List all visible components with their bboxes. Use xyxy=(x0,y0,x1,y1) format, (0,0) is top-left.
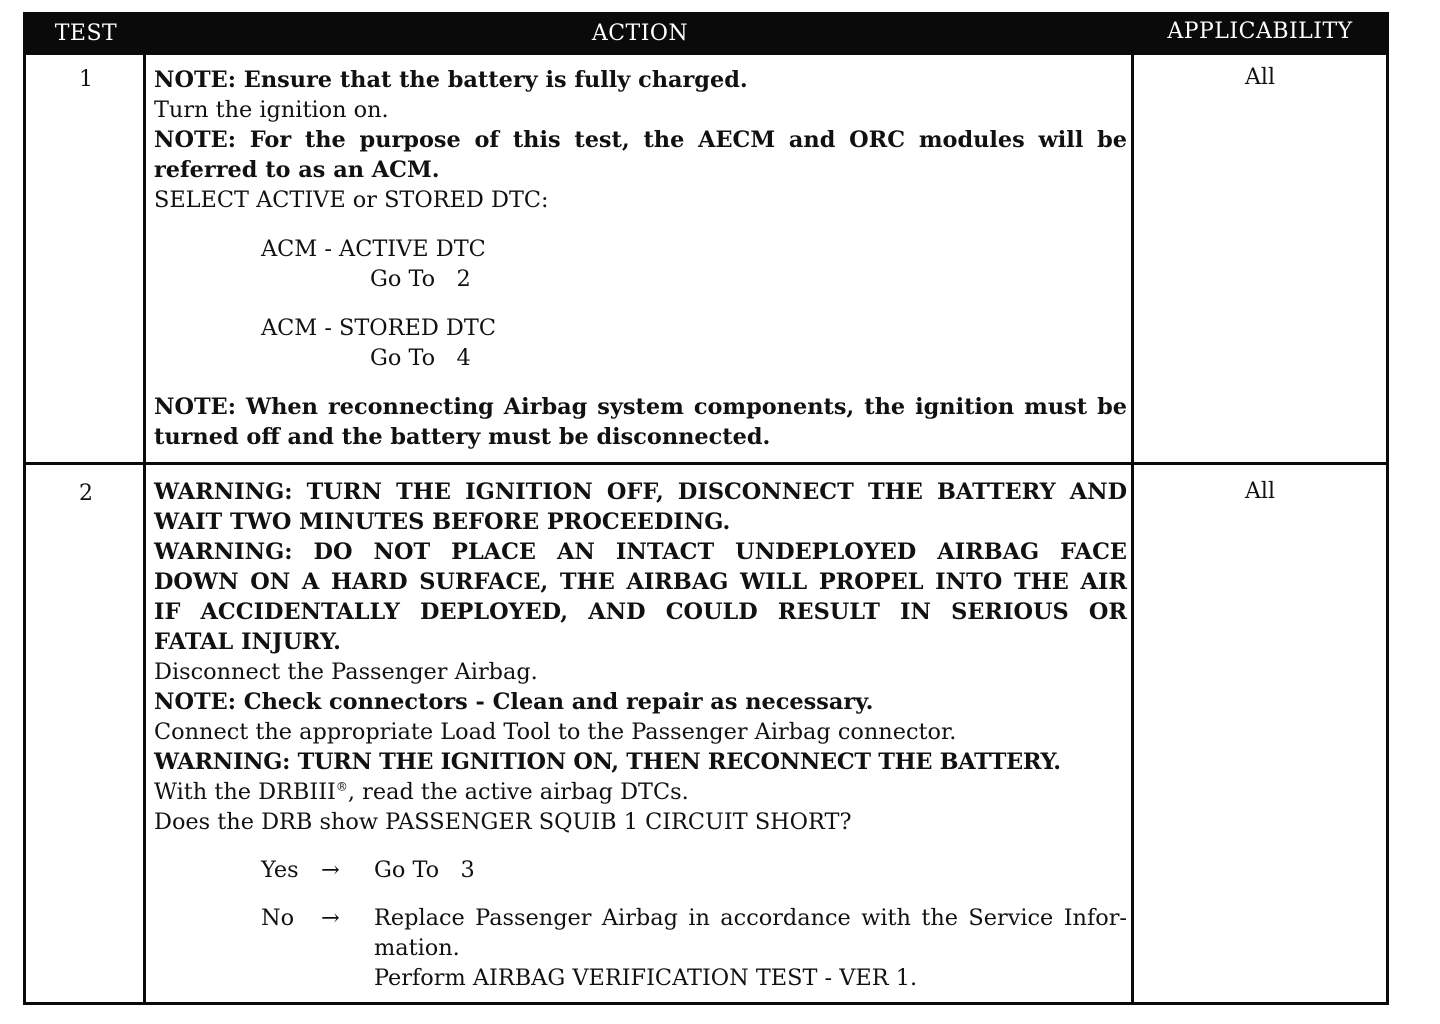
note-text: NOTE: Ensure that the battery is fully charged. xyxy=(154,67,748,93)
question-text: Does the DRB show PASSENGER SQUIB 1 CIRCUIT SHORT? xyxy=(154,809,852,835)
note-line: referred to as an ACM. xyxy=(154,157,440,183)
warning-text xyxy=(154,537,1127,657)
action-cell xyxy=(154,65,1127,452)
applicability-value: All xyxy=(1245,479,1275,504)
registered-mark: ® xyxy=(335,779,348,794)
answer-label: Yes xyxy=(261,857,299,883)
test-number: 1 xyxy=(79,67,93,92)
option-goto[interactable]: Go To 4 xyxy=(370,345,471,371)
answer-target[interactable]: Go To 3 xyxy=(374,857,475,883)
answer-label: No xyxy=(261,905,295,931)
note-text: NOTE: Check connectors - Clean and repair as necessary. xyxy=(154,689,874,715)
warning-line: WAIT TWO MINUTES BEFORE PROCEEDING. xyxy=(154,509,731,535)
action-cell xyxy=(154,477,1127,993)
header-test: TEST xyxy=(54,21,118,46)
warning-line: FATAL INJURY. xyxy=(154,629,341,655)
answer-yes[interactable] xyxy=(154,855,1127,885)
step-text: Disconnect the Passenger Airbag. xyxy=(154,659,538,685)
table-row xyxy=(26,55,1386,462)
warning-text: WARNING: TURN THE IGNITION ON, THEN RECONNECT THE BATTERY. xyxy=(154,749,1061,775)
note-line: NOTE: For the purpose of this test, the AECM and ORC modules will be xyxy=(154,127,1127,153)
warning-line: IF ACCIDENTALLY DEPLOYED, AND COULD RESULT IN SERIOUS OR xyxy=(154,599,1127,625)
step-text-prefix: With the DRBIII xyxy=(154,779,336,805)
table-header xyxy=(26,15,1386,55)
warning-line: WARNING: TURN THE IGNITION OFF, DISCONNECT THE BATTERY AND xyxy=(154,479,1127,505)
warning-text xyxy=(154,477,1127,537)
arrow-right-icon: → xyxy=(321,857,340,883)
header-action: ACTION xyxy=(591,21,689,46)
test-number: 2 xyxy=(79,481,93,506)
table-row xyxy=(26,465,1386,1005)
warning-line: DOWN ON A HARD SURFACE, THE AIRBAG WILL PROPEL INTO THE AIR xyxy=(154,569,1127,595)
warning-line: WARNING: DO NOT PLACE AN INTACT UNDEPLOYED AIRBAG FACE xyxy=(154,539,1127,565)
step-text: Turn the ignition on. xyxy=(154,97,389,123)
answer-target: Replace Passenger Airbag in accordance with the Service Infor- xyxy=(374,905,1127,931)
applicability-value: All xyxy=(1245,65,1275,90)
step-text: Connect the appropriate Load Tool to the Passenger Airbag connector. xyxy=(154,719,957,745)
note-line: turned off and the battery must be disconnected. xyxy=(154,424,771,450)
answer-target: Perform AIRBAG VERIFICATION TEST - VER 1. xyxy=(374,965,918,991)
option-label: ACM - STORED DTC xyxy=(261,315,496,341)
arrow-right-icon: → xyxy=(321,905,340,931)
answer-no[interactable] xyxy=(154,903,1127,993)
diagnostic-test-table xyxy=(23,12,1389,1005)
note-text xyxy=(154,125,1127,185)
header-applicability: APPLICABILITY xyxy=(1167,19,1353,44)
option-goto[interactable]: Go To 2 xyxy=(370,266,471,292)
note-line: NOTE: When reconnecting Airbag system components, the ignition must be xyxy=(154,394,1127,420)
answer-target: mation. xyxy=(374,935,460,961)
note-text xyxy=(154,392,1127,452)
step-text xyxy=(154,777,1127,807)
step-text-suffix: , read the active airbag DTCs. xyxy=(347,779,689,805)
option-label: ACM - ACTIVE DTC xyxy=(261,236,486,262)
select-prompt: SELECT ACTIVE or STORED DTC: xyxy=(154,187,549,213)
